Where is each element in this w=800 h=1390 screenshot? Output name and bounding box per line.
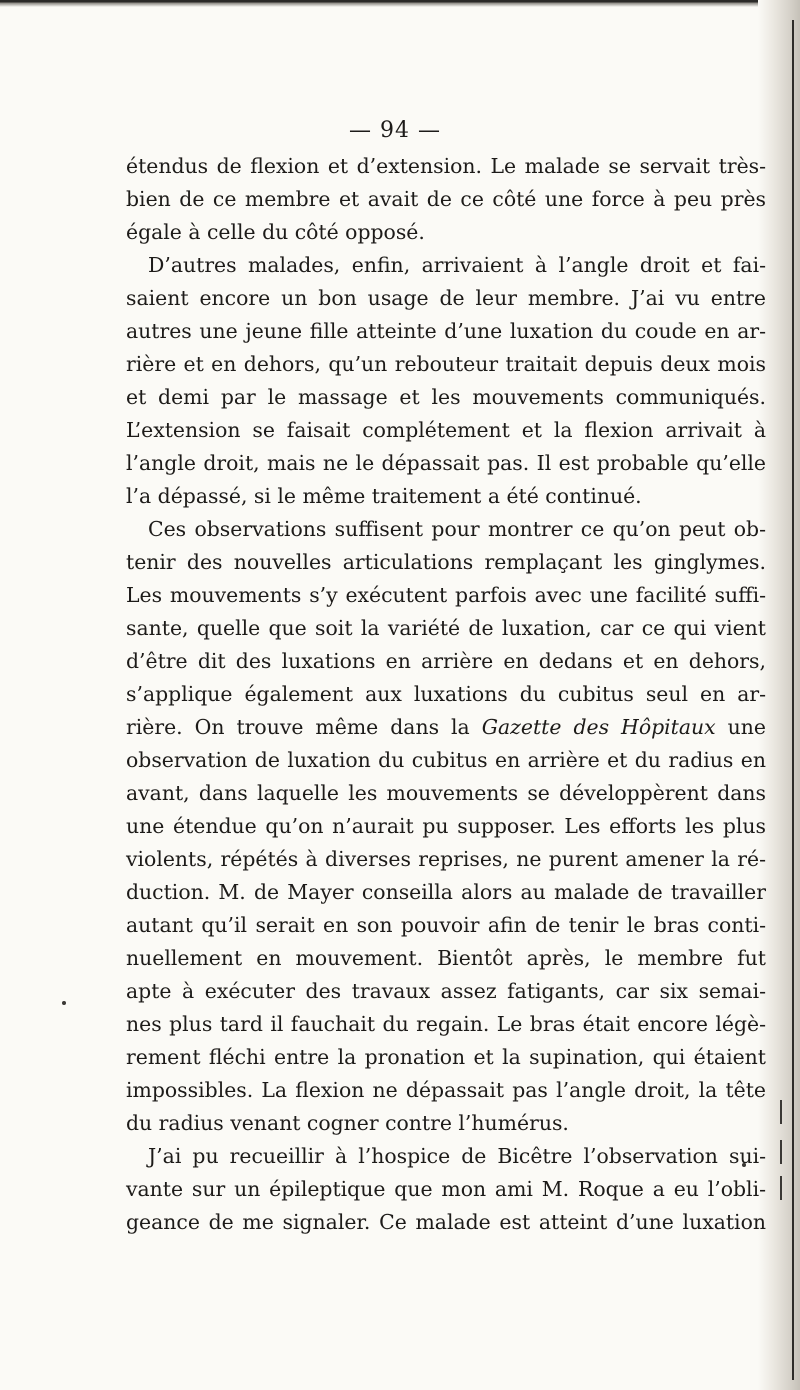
text-line: autres une jeune fille atteinte d’une luxation du coude en ar-: [126, 319, 766, 343]
text-line: d’être dit des luxations en arrière en dedans et en dehors,: [126, 649, 766, 673]
scan-top-edge: [0, 0, 800, 7]
page-number: — 94 —: [349, 118, 441, 143]
margin-mark: [780, 1140, 788, 1164]
text-line: bien de ce membre et avait de ce côté une force à peu près: [126, 187, 766, 211]
text-line: l’a dépassé, si le même traitement a été continué.: [126, 484, 642, 508]
body-text: [126, 150, 766, 1239]
text-line: nuellement en mouvement. Bientôt après, le membre fut: [126, 946, 766, 970]
text-line: J’ai pu recueillir à l’hospice de Bicêtre l’observation sui-: [148, 1144, 766, 1168]
text-line: rement fléchi entre la pronation et la supination, qui étaient: [126, 1045, 766, 1069]
text-line: saient encore un bon usage de leur membre. J’ai vu entre: [126, 286, 766, 310]
stray-ink-dot: [62, 1001, 66, 1005]
text-line: autant qu’il serait en son pouvoir afin de tenir le bras conti-: [126, 913, 766, 937]
text-line: D’autres malades, enfin, arrivaient à l’angle droit et fai-: [148, 253, 766, 277]
text-line: s’applique également aux luxations du cubitus seul en ar-: [126, 682, 766, 706]
text-line: geance de me signaler. Ce malade est atteint d’une luxation: [126, 1210, 766, 1234]
margin-mark: [780, 1176, 788, 1200]
text-line: l’angle droit, mais ne le dépassait pas. Il est probable qu’elle: [126, 451, 766, 475]
text-line: impossibles. La flexion ne dépassait pas l’angle droit, la tête: [126, 1078, 766, 1102]
margin-mark: [780, 1100, 788, 1124]
text-line: duction. M. de Mayer conseilla alors au malade de travailler: [126, 880, 766, 904]
text-line: sante, quelle que soit la variété de luxation, car ce qui vient: [126, 616, 766, 640]
text-line: observation de luxation du cubitus en arrière et du radius en: [126, 748, 766, 772]
text-line: nes plus tard il fauchait du regain. Le bras était encore légè-: [126, 1012, 766, 1036]
text-line: une étendue qu’on n’aurait pu supposer. Les efforts les plus: [126, 814, 766, 838]
text-line: Les mouvements s’y exécutent parfois avec une facilité suffi-: [126, 583, 766, 607]
journal-title: Gazette des Hôpitaux: [481, 715, 716, 739]
text-line: L’extension se faisait complétement et la flexion arrivait à: [126, 418, 766, 442]
text-line: violents, répétés à diverses reprises, ne purent amener la ré-: [126, 847, 766, 871]
text-line: étendus de flexion et d’extension. Le malade se servait très-: [126, 154, 766, 178]
text-line: tenir des nouvelles articulations remplaçant les ginglymes.: [126, 550, 766, 574]
text-line: rière. On trouve même dans la Gazette des Hôpitaux une: [126, 715, 766, 739]
text-line: avant, dans laquelle les mouvements se développèrent dans: [126, 781, 766, 805]
text-line: apte à exécuter des travaux assez fatigants, car six semai-: [126, 979, 766, 1003]
text-line: Ces observations suffisent pour montrer ce qu’on peut ob-: [148, 517, 766, 541]
page-fold-line: [792, 20, 794, 1380]
text-line: et demi par le massage et les mouvements communiqués.: [126, 385, 766, 409]
text-line: égale à celle du côté opposé.: [126, 220, 425, 244]
text-line: du radius venant cogner contre l’humérus.: [126, 1111, 569, 1135]
text-line: rière et en dehors, qu’un rebouteur traitait depuis deux mois: [126, 352, 766, 376]
text-line: vante sur un épileptique que mon ami M. Roque a eu l’obli-: [126, 1177, 766, 1201]
